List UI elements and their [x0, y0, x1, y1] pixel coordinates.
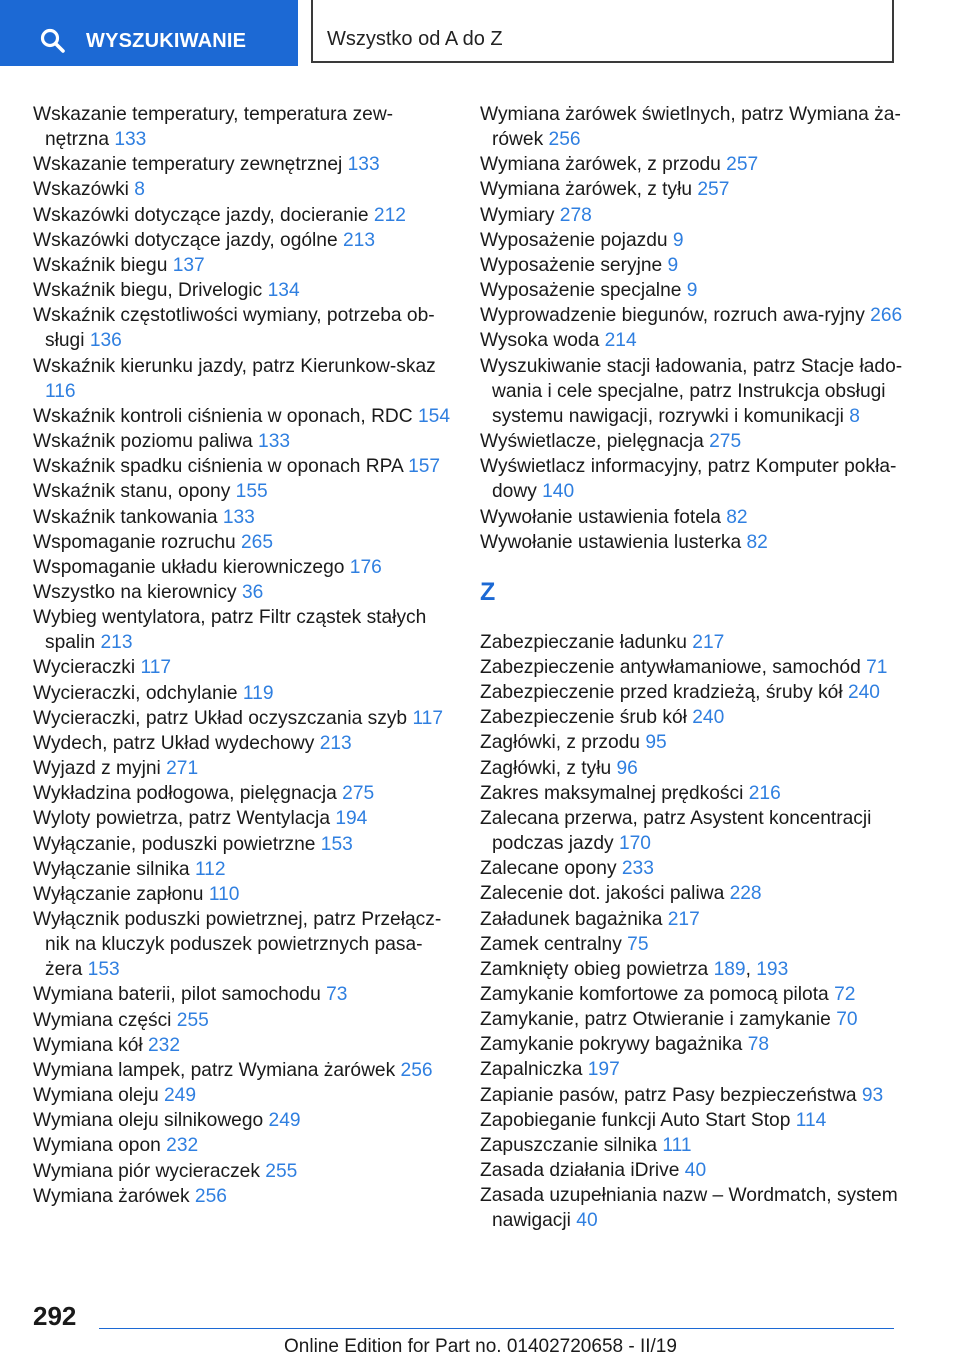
index-entry [33, 1184, 453, 1209]
index-entry [480, 680, 910, 705]
index-entry-term: Wyposażenie specjalne [480, 280, 682, 302]
index-entry-term: Wyszukiwanie stacji ładowania, patrz Stacje łado-wania i cele specjalne, patrz Instrukcja obsługi systemu nawigacji, rozrywki i komunikacji [480, 355, 903, 427]
index-entry-term: Wycieraczki, odchylanie [33, 682, 238, 704]
page-reference-link[interactable]: 271 [166, 758, 199, 780]
page-reference-link[interactable]: 266 [870, 305, 903, 327]
index-entry-term: Zapobieganie funkcji Auto Start Stop [480, 1109, 791, 1131]
page-reference-link[interactable]: 257 [697, 179, 730, 201]
index-entry [33, 177, 453, 202]
index-entry [33, 203, 453, 228]
index-entry-term: Załadunek bagażnika [480, 908, 663, 930]
index-entry-term: Wspomaganie rozruchu [33, 531, 236, 553]
page-reference-link[interactable]: 73 [326, 984, 348, 1006]
page-reference-link[interactable]: 275 [709, 431, 742, 453]
index-entry [480, 1183, 910, 1233]
index-entry-term: Zamykanie pokrywy bagażnika [480, 1034, 743, 1056]
index-entry [480, 177, 910, 202]
index-entry-term: Zapuszczanie silnika [480, 1134, 658, 1156]
page-reference-link[interactable]: 255 [176, 1009, 209, 1031]
index-entry-term: Wyłączanie zapłonu [33, 883, 204, 905]
index-entry-term: Wymiana oleju [33, 1085, 159, 1107]
index-entry [33, 1033, 453, 1058]
index-entry [480, 1083, 910, 1108]
index-entry [480, 253, 910, 278]
index-entry-term: Wymiana żarówek, z przodu [480, 154, 721, 176]
index-entry [480, 756, 910, 781]
index-entry [33, 152, 453, 177]
index-entry [480, 429, 910, 454]
page-reference-link[interactable]: 70 [836, 1009, 858, 1031]
index-entry-term: Wymiana lampek, patrz Wymiana żarówek [33, 1059, 396, 1081]
index-entry [33, 1133, 453, 1158]
index-entry [480, 505, 910, 530]
page-reference-link[interactable]: 111 [662, 1134, 692, 1156]
index-entry [480, 982, 910, 1007]
index-entry-term: Wykładzina podłogowa, pielęgnacja [33, 783, 337, 805]
page-reference-link[interactable]: 170 [618, 833, 651, 855]
index-entry-term: Wskazanie temperatury, temperatura zew-nętrzna [33, 104, 394, 151]
index-entry-term: Wskaźnik kierunku jazdy, patrz Kierunkow-skaz [33, 355, 436, 377]
index-entry [33, 278, 453, 303]
index-entry [480, 1007, 910, 1032]
index-entry-term: Wyprowadzenie biegunów, rozruch awa-ryjny [480, 305, 865, 327]
index-entry [480, 328, 910, 353]
index-entry-term: Zalecenie dot. jakości paliwa [480, 883, 725, 905]
page-reference-link[interactable]: 8 [849, 405, 860, 427]
index-entry-term: Wymiana piór wycieraczek [33, 1160, 260, 1182]
index-entry-term: Wskazówki dotyczące jazdy, docieranie [33, 204, 369, 226]
page-reference-link[interactable]: 153 [87, 959, 120, 981]
index-entry [33, 706, 453, 731]
page-reference-link[interactable]: 9 [672, 229, 684, 251]
index-entry-term: Wskazówki dotyczące jazdy, ogólne [33, 229, 338, 251]
index-entry [33, 1058, 453, 1083]
page-reference-link[interactable]: 216 [748, 782, 781, 804]
top-navigation [0, 0, 960, 66]
index-entry-term: Wymiana kół [33, 1034, 143, 1056]
index-entry-term: Wszystko na kierownicy [33, 581, 237, 603]
index-entry-term: Wspomaganie układu kierowniczego [33, 556, 345, 578]
index-entry-term: Zamknięty obieg powietrza [480, 958, 709, 980]
index-entry-term: Wskaźnik biegu [33, 254, 168, 276]
index-entry [33, 253, 453, 278]
index-column-right [480, 102, 910, 1234]
index-entry [480, 781, 910, 806]
page-reference-link[interactable]: 257 [726, 154, 759, 176]
index-entry [480, 856, 910, 881]
section-tab[interactable] [311, 0, 894, 63]
page-reference-link[interactable]: 256 [400, 1059, 433, 1081]
index-entry [480, 1032, 910, 1057]
search-tab[interactable] [0, 0, 298, 66]
index-entry [33, 303, 453, 353]
index-entry-term: Wskaźnik stanu, opony [33, 481, 231, 503]
index-entry-term: Zakres maksymalnej prędkości [480, 782, 744, 804]
index-entry [33, 907, 453, 982]
index-entry [33, 756, 453, 781]
index-entry-term: Wymiana części [33, 1009, 172, 1031]
index-entry [480, 228, 910, 253]
index-entry [480, 1158, 910, 1183]
index-entry-term: Wyświetlacze, pielęgnacja [480, 431, 704, 453]
page-reference-link[interactable]: 278 [559, 204, 592, 226]
index-entry [33, 806, 453, 831]
page-reference-link[interactable]: 119 [242, 682, 274, 704]
index-entry-term: Wybieg wentylatora, patrz Filtr cząstek stałych spalin [33, 607, 427, 654]
search-icon [40, 28, 66, 54]
index-entry [33, 605, 453, 655]
page-reference-link[interactable]: 249 [164, 1085, 197, 1107]
index-entry [480, 354, 910, 429]
page-reference-link[interactable]: 133 [347, 154, 380, 176]
page-reference-link[interactable]: 40 [684, 1160, 707, 1182]
page-reference-link[interactable]: 40 [576, 1210, 598, 1232]
page-reference-link[interactable]: 256 [548, 129, 581, 151]
index-entry [480, 705, 910, 730]
page-reference-link[interactable]: 137 [172, 254, 205, 276]
index-entry-term: Zamek centralny [480, 933, 622, 955]
page-reference-link[interactable]: 197 [587, 1059, 620, 1081]
page-reference-link[interactable]: 93 [861, 1084, 884, 1106]
index-entry [33, 505, 453, 530]
index-entry [480, 303, 910, 328]
index-entry [480, 152, 910, 177]
index-entry-term: Wyłączanie, poduszki powietrzne [33, 833, 316, 855]
index-entry-term: Wywołanie ustawienia lusterka [480, 531, 742, 553]
index-entry-term: Wskaźnik biegu, Drivelogic [33, 280, 263, 302]
index-entry-term: Wyloty powietrza, patrz Wentylacja [33, 808, 330, 830]
index-entry-term: Wyjazd z myjni [33, 758, 161, 780]
page-reference-link[interactable]: 82 [746, 531, 768, 553]
index-entry-term: Wycieraczki, patrz Układ oczyszczania szyb [33, 707, 408, 729]
page-reference-link[interactable]: 217 [692, 631, 725, 653]
page-reference-link[interactable]: 240 [847, 682, 880, 704]
page-reference-link[interactable]: 176 [349, 556, 382, 578]
index-entry [480, 730, 910, 755]
page-reference-link[interactable]: 112 [194, 858, 226, 880]
page-reference-link[interactable]: 133 [258, 431, 291, 453]
footer-divider [99, 1328, 894, 1329]
index-entry [33, 530, 453, 555]
page-reference-link[interactable]: 217 [667, 908, 700, 930]
page-reference-link[interactable]: 256 [194, 1185, 227, 1207]
index-entry-term: Wymiana żarówek, z tyłu [480, 179, 693, 201]
page-number: 292 [33, 1301, 77, 1331]
index-entry-term: Zabezpieczenie antywłamaniowe, samochód [480, 656, 861, 678]
index-entry-term: Wymiana żarówek [33, 1185, 190, 1207]
index-entry-term: Zasada działania iDrive [480, 1160, 680, 1182]
page-reference-link[interactable]: 154 [417, 405, 450, 427]
index-entry [33, 555, 453, 580]
page-reference-link[interactable]: 72 [834, 984, 856, 1005]
index-entry-term: Wskaźnik spadku ciśnienia w oponach RPA [33, 456, 403, 478]
index-entry-term: Wywołanie ustawienia fotela [480, 506, 721, 528]
index-entry-term: Zagłówki, z przodu [480, 732, 640, 754]
page-reference-link[interactable]: 189 [713, 958, 746, 980]
page-reference-link[interactable]: 194 [335, 808, 368, 830]
index-entry [33, 354, 453, 404]
index-entry-term: Wskazanie temperatury zewnętrznej [33, 154, 343, 176]
index-column-left [33, 102, 453, 1209]
page-reference-link[interactable]: 228 [729, 883, 762, 905]
page-reference-link[interactable]: 36 [242, 581, 264, 603]
index-entry [33, 479, 453, 504]
page-reference-link[interactable]: 213 [319, 732, 352, 754]
index-entry [33, 781, 453, 806]
page-reference-link[interactable]: 153 [320, 833, 353, 855]
index-entry [33, 580, 453, 605]
index-entry [480, 907, 910, 932]
page-reference-link[interactable]: 71 [866, 656, 888, 678]
page-reference-link[interactable]: 95 [645, 732, 667, 754]
index-entry [33, 857, 453, 882]
page-reference-link[interactable]: 96 [616, 757, 638, 779]
index-entry-term: Zamykanie, patrz Otwieranie i zamykanie [480, 1009, 831, 1031]
index-entry-term: Zabezpieczanie ładunku [480, 631, 687, 653]
index-entry [480, 655, 910, 680]
index-entry [480, 102, 910, 152]
index-entry-term: Zapianie pasów, patrz Pasy bezpieczeństwa [480, 1084, 857, 1106]
page-reference-link[interactable]: 133 [114, 129, 147, 151]
index-entry-term: Zabezpieczenie śrub kół [480, 707, 687, 729]
page-reference-link[interactable]: 117 [140, 657, 172, 679]
edition-footer: Online Edition for Part no. 01402720658 - II/19 [284, 1336, 677, 1357]
search-tab-label: WYSZUKIWANIE [86, 30, 247, 52]
page-reference-link[interactable]: 114 [795, 1109, 827, 1131]
index-entry [33, 429, 453, 454]
page-reference-link[interactable]: 136 [89, 330, 122, 352]
index-entry [480, 1133, 910, 1158]
page-reference-link[interactable]: 9 [667, 254, 679, 276]
page-reference-link[interactable]: 212 [373, 204, 406, 226]
index-entry-term: Wskaźnik kontroli ciśnienia w oponach, RDC [33, 405, 413, 427]
index-entry-term: Zalecane opony [480, 858, 617, 880]
index-entry [480, 203, 910, 228]
index-entry [33, 1108, 453, 1133]
index-entry-term: Wskaźnik częstotliwości wymiany, potrzeba ob-sługi [33, 305, 435, 352]
index-entry [33, 454, 453, 479]
page-reference-link[interactable]: 134 [267, 280, 300, 302]
page-reference-link[interactable]: 117 [412, 707, 444, 729]
page-reference-link[interactable]: 214 [604, 330, 637, 352]
index-entry [480, 630, 910, 655]
page-reference-link[interactable]: 110 [208, 883, 240, 905]
page-reference-link[interactable]: 213 [100, 632, 133, 654]
index-entry [480, 454, 910, 504]
index-entry-term: Wyłącznik poduszki powietrznej, patrz Przełącz-nik na kluczyk poduszek powietrznych pasa-żera [33, 909, 442, 981]
index-entry-term: Wymiana oleju silnikowego [33, 1110, 264, 1132]
page-reference-link[interactable]: 82 [726, 506, 748, 528]
index-entry-term: Zagłówki, z tyłu [480, 757, 612, 779]
index-entry-term: Wyświetlacz informacyjny, patrz Komputer pokła-dowy [480, 456, 897, 503]
index-entry [480, 1108, 910, 1133]
index-entry [33, 1083, 453, 1108]
page-reference-link[interactable]: 157 [408, 456, 441, 478]
index-entry [33, 832, 453, 857]
page-reference-link[interactable]: 265 [240, 531, 273, 553]
index-entry-term: Wskaźnik tankowania [33, 506, 218, 528]
page-reference-link[interactable]: 232 [166, 1135, 199, 1157]
index-entry-term: Wymiana żarówek świetlnych, patrz Wymiana ża-rówek [480, 104, 901, 151]
page-reference-link[interactable]: 116 [45, 380, 76, 402]
index-entry [33, 102, 453, 152]
index-entry [480, 881, 910, 906]
page-reference-link[interactable]: 255 [265, 1160, 298, 1182]
index-entry-term: Wskazówki [33, 179, 129, 201]
page-reference-link[interactable]: 140 [542, 481, 575, 503]
index-entry [33, 731, 453, 756]
index-entry [33, 882, 453, 907]
page-reference-link[interactable]: 193 [756, 958, 789, 980]
page-reference-link[interactable]: 233 [621, 858, 654, 880]
page-reference-link[interactable]: 133 [222, 506, 255, 528]
section-tab-label: Wszystko od A do Z [327, 28, 503, 50]
index-entry-term: Wycieraczki [33, 657, 136, 679]
index-entry-term: Wyposażenie pojazdu [480, 229, 668, 251]
index-entry-term: Wyposażenie seryjne [480, 254, 663, 276]
index-entry-term: Zabezpieczenie przed kradzieżą, śruby kół [480, 682, 843, 704]
index-entry-term: Zapalniczka [480, 1059, 583, 1081]
index-entry-term: Wymiana baterii, pilot samochodu [33, 984, 321, 1006]
index-entry-term: Zamykanie komfortowe za pomocą pilota [480, 984, 829, 1005]
index-entry-term: Wysoka woda [480, 330, 600, 352]
index-entry-term: Wyłączanie silnika [33, 858, 190, 880]
index-entry [480, 932, 910, 957]
page-reference-link[interactable]: 275 [342, 783, 375, 805]
index-entry [33, 228, 453, 253]
section-letter-heading: Z [480, 577, 496, 606]
page-reference-link[interactable]: 155 [235, 481, 268, 503]
page-reference-link[interactable]: 213 [343, 229, 376, 251]
page-reference-link[interactable]: 249 [268, 1110, 301, 1132]
index-entry-term: Wskaźnik poziomu paliwa [33, 431, 253, 453]
page-reference-link[interactable]: 78 [747, 1034, 770, 1056]
index-entry [33, 404, 453, 429]
page-reference-link[interactable]: 9 [686, 280, 698, 302]
index-entry [33, 681, 453, 706]
index-entry [33, 982, 453, 1007]
index-entry [480, 1057, 910, 1082]
index-entry-term: Zalecana przerwa, patrz Asystent koncentracji podczas jazdy [480, 807, 872, 855]
index-entry [33, 1008, 453, 1033]
page-reference-link[interactable]: 232 [148, 1034, 181, 1056]
index-entry-term: Wymiary [480, 204, 555, 226]
page-reference-link[interactable]: 240 [692, 707, 725, 729]
index-entry [480, 278, 910, 303]
index-entry-term: Wydech, patrz Układ wydechowy [33, 732, 315, 754]
index-entry: Zamknięty obieg powietrza 189, 193 [480, 958, 789, 980]
index-entry-term: Wymiana opon [33, 1135, 161, 1157]
index-entry [480, 806, 910, 856]
index-entry [480, 530, 910, 555]
index-entry-term: Zasada uzupełniania nazw – Wordmatch, system nawigacji [480, 1185, 898, 1232]
page-reference-link[interactable]: 8 [134, 179, 145, 201]
page-reference-link[interactable]: 75 [627, 933, 649, 955]
index-entry [33, 1159, 453, 1184]
index-entry [33, 655, 453, 680]
